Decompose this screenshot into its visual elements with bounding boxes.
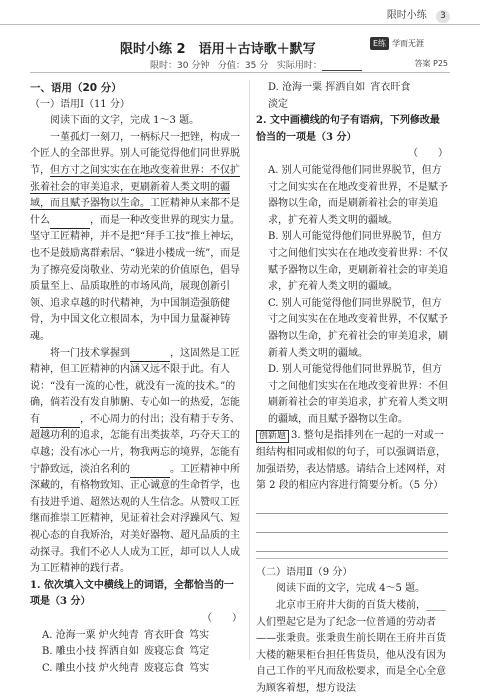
- passage-paragraph-2: 将一门技术掌握到 ，这固然是工匠精神，但工匠精神的内涵又远不限于此。有人说：“没有一流的心性，就没有一流的技术。”的确，倘若没有发自肺腑、专心如一的热爱，怎能有 ，不心周力的付出；没有精于专务、超越功利的追求，怎能有出类拔萃，巧夺天工的卓越；没有冰心一片，物我两忘的境界，怎能有宁静致远，淡泊名利的 。工匠精神中所深藏的，有格物致知、正心诚意的生命哲学，也有技进乎道、超然达观的人生信念。从赞叹工匠继而推崇工匠精神，见证着社会对浮躁风气、短视心态的自我矫治，对美好器物、超凡品质的主动探寻。我们不必人人成为工匠，却可以人人成为工匠精神的践行者。: [30, 347, 240, 575]
- score-total: 分值：35 分: [217, 61, 269, 71]
- header-divider: [0, 24, 480, 25]
- page-number: 3: [436, 10, 450, 23]
- option-c[interactable]: C. 雕虫小技 炉火纯青 废寝忘食 笃实: [42, 662, 210, 674]
- option-a[interactable]: A. 别人可能觉得他们同世界脱节，但方寸之间实实在在地改变着世界，不是赋予器物以生命，而是刷新着社会的审美追求，扩充着人类文明的疆域。: [268, 164, 448, 226]
- subsection-heading: （一）语用Ⅰ（11 分）: [30, 98, 130, 110]
- option-b[interactable]: B. 别人可能觉得他们同世界脱节，但方寸之间他们实实在在地改变着世界：不仅赋予器物以生命，更刷新着社会的审美追求，扩充着人类文明的疆域。: [268, 231, 448, 293]
- option-a[interactable]: A. 沧海一粟 炉火纯青 宵衣旰食 笃实: [42, 629, 210, 641]
- fill-blank[interactable]: [50, 218, 90, 229]
- option-d[interactable]: D. 别人可能觉得他们同世界脱节，但方寸之间他们实实在在地改变着世界：不但刷新着社会的审美追求，扩充着人类文明的疆域，而且赋予器物以生命。: [268, 364, 448, 425]
- section-divider: [256, 558, 448, 559]
- answer-bracket[interactable]: （ ）: [202, 613, 242, 624]
- subsection-heading: （二）语用Ⅱ（9 分）: [256, 566, 353, 578]
- answer-line[interactable]: [256, 514, 448, 533]
- answer-line[interactable]: [256, 533, 448, 552]
- exercise-meta: [150, 58, 362, 71]
- title-divider: [30, 72, 450, 73]
- question-2: 2. 文中画横线的句子有语病，下列修改最恰当的一项是（3 分）: [256, 115, 440, 143]
- page-header: [0, 0, 480, 24]
- left-column: [30, 80, 242, 677]
- passage-paragraph-1: 一堇孤灯一刻刀，一柄标尺一把锉，构成一个匠人的全部世界。别人可能觉得他们同世界脱节，但方寸之间实实在在地改变着世界：不仅扩张着社会的审美追求，更刷新着人类文明的疆域，而且赋予器物以生命。工匠精神从来都不是什么 ，而是一种改变世界的现实力量。坚守工匠精神，并不是把“拜手工技”推上神坛，也不是鼓励离群索居、“躲进小楼成一统”，而是为了擦亮爱岗敬业、劳动光荣的价值原色，倡导质量至上、品质取胜的市场风尚，展现创新引领、追求卓越的时代精神，为中国制造强筋健骨，为中国文化立根固本，为中国力量凝神铸魂。: [30, 131, 241, 342]
- question-3: 创新题 3. 整句是指排列在一起的一对或一组结构相同或相似的句子，可以强调语意，加强语势，表达情感。请结合上述网样，对第 2 段的相应内容进行简要分析。（5 分）: [256, 430, 446, 492]
- fill-blank[interactable]: [40, 417, 80, 428]
- logo-mark: E练: [370, 37, 389, 50]
- actual-time-label: 实际用时：: [276, 61, 322, 71]
- fill-blank[interactable]: [130, 467, 170, 478]
- reading-intro: 阅读下面的文字，完成 4～5 题。: [276, 583, 426, 595]
- reading-intro: 阅读下面的文字，完成 1～3 题。: [50, 115, 200, 127]
- option-c[interactable]: C. 别人可能觉得他们同世界脱节，但方寸之间实实在在地改变着世界，不仅赋予器物以生命，扩充着社会的审美追求，刷新着人类文明的疆域。: [268, 297, 448, 359]
- right-column: [256, 80, 448, 698]
- innovation-tag: 创新题: [256, 430, 289, 443]
- brand-logo: [370, 37, 424, 50]
- section-heading: 一、语用（20 分）: [30, 82, 122, 94]
- option-d[interactable]: D. 沧海一粟 挥洒自如 宵衣旰食 淡定: [268, 82, 411, 110]
- time-limit: 限时：30 分钟: [150, 61, 210, 71]
- actual-time-blank[interactable]: [322, 60, 362, 71]
- column-divider: [249, 80, 250, 660]
- passage-paragraph-3: 北京市王府井大街的百货大楼前，____人们塑起它是为了纪念一位普通的劳动者——张秉贵。张秉贵生前长期在王府井百货大楼的糖果柜台担任售货员，他从没有因为自己工作的平凡而敌松要求，而是全心全意为顾客着想，想方设法: [256, 600, 446, 694]
- logo-text: 学而无涯: [392, 39, 425, 48]
- answer-reference: 答案 P25: [414, 59, 448, 68]
- header-section-label: 限时小练: [386, 10, 427, 21]
- answer-line[interactable]: [256, 495, 448, 514]
- question-1: 1. 依次填入文中横线上的词语，全都恰当的一项是（3 分）: [30, 579, 234, 608]
- answer-bracket[interactable]: （ ）: [408, 148, 448, 160]
- page-title: 限时小练 2 语用＋古诗歌＋默写: [120, 42, 316, 57]
- underlined-sentence: 但方寸之间实实在在地改变着世界：不仅扩张着社会的审美追求，更刷新着人类文明的疆域，而且赋予器物以生命。: [30, 164, 240, 210]
- fill-blank[interactable]: [130, 351, 170, 362]
- option-b[interactable]: B. 雕虫小技 挥洒自如 废寝忘食 笃定: [42, 646, 210, 658]
